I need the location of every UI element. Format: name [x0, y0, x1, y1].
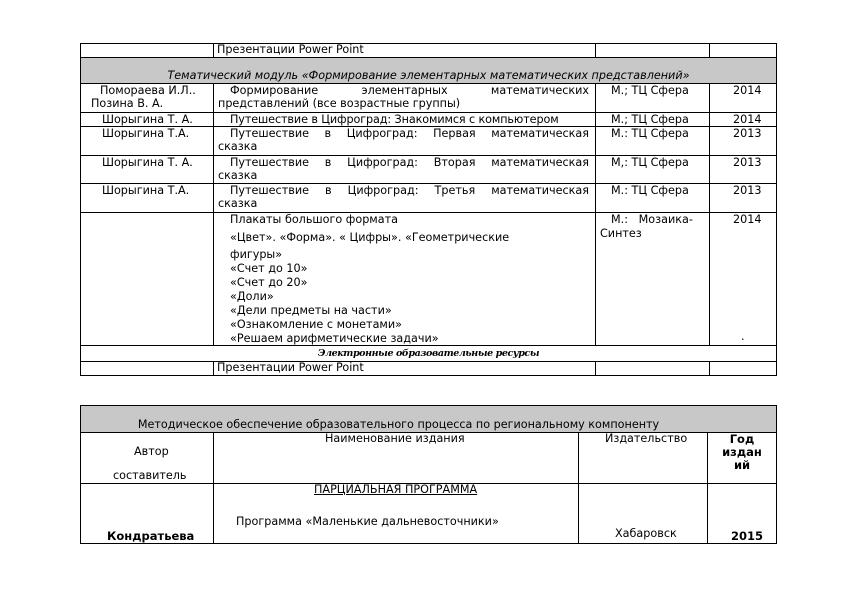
row-year: 2015 [731, 529, 764, 543]
table1-col [709, 83, 710, 345]
poster-line: «Счет до 10» [230, 262, 308, 275]
cell-year: 2013 [733, 156, 762, 169]
cell-publisher: М.; ТЦ Сфера [611, 113, 689, 126]
title-line: Путешествие в Цифроград: Вторая математическая [230, 156, 589, 169]
cell-title: сказка [218, 169, 258, 182]
cell-year-mark: . [741, 330, 745, 343]
cell-publisher: М,: ТЦ Сфера [611, 156, 689, 169]
cell-publisher: М.: ТЦ Сфера [611, 184, 689, 197]
table2-border [776, 405, 777, 544]
cell-title: Презентации Power Point [217, 361, 364, 374]
title-line: Путешествие в Цифроград: Первая математическая [230, 127, 589, 140]
cell-year: 2014 [733, 84, 762, 97]
poster-line: Плакаты большого формата [230, 213, 398, 226]
cell-title [230, 84, 589, 97]
cell-title [230, 184, 589, 197]
table2-title: Методическое обеспечение образовательного процесса по региональному компоненту [137, 418, 660, 431]
title-line: Путешествие в Цифроград: Третья математическая [230, 184, 589, 197]
cell-title: Презентации Power Point [217, 43, 364, 56]
header-year: ий [733, 458, 751, 472]
cell-author: Шорыгина Т. А. [102, 113, 193, 126]
table1-border [80, 43, 81, 376]
table1-col [213, 83, 214, 345]
header-author: составитель [113, 469, 187, 482]
table1-col [595, 361, 596, 375]
cell-publisher: М.: ТЦ Сфера [611, 127, 689, 140]
cell-title: Путешествие в Цифроград: Знакомимся с компьютером [230, 113, 559, 126]
poster-line: фигуры» [230, 248, 283, 261]
header-publisher: Издательство [605, 432, 688, 445]
table2-line [80, 543, 777, 544]
table1-border [776, 43, 777, 376]
table1-line [80, 345, 777, 346]
cell-author: Позина В. А. [91, 97, 164, 110]
poster-line: «Дели предметы на части» [230, 304, 392, 317]
module-header: Тематический модуль «Формирование элементарных математических представлений» [167, 69, 690, 82]
program-name: Программа «Маленькие дальневосточники» [236, 515, 499, 528]
table1-line [80, 361, 777, 362]
cell-year: 2014 [733, 113, 762, 126]
table2-col [578, 432, 579, 544]
cell-publisher: М.; ТЦ Сфера [611, 84, 689, 97]
table1-col [595, 83, 596, 345]
table1-line [80, 43, 777, 44]
cell-title: сказка [218, 140, 258, 153]
row-publisher: Хабаровск [615, 527, 677, 540]
poster-line: «Доли» [230, 290, 274, 303]
table1-col [595, 43, 596, 57]
cell-title: представлений (все возрастные группы) [218, 97, 461, 110]
cell-year: 2014 [733, 213, 762, 226]
poster-line: «Цвет». «Форма». « Цифры». «Геометрические [230, 231, 510, 244]
table1-col [709, 361, 710, 375]
section-title: ПАРЦИАЛЬНАЯ ПРОГРАММА [314, 483, 478, 496]
e-resources-header: Электронные образовательные ресурсы [317, 348, 540, 359]
header-year: Год [729, 432, 755, 446]
row-author: Кондратьева [107, 529, 195, 543]
poster-line: «Ознакомление с монетами» [230, 318, 402, 331]
table1-col [213, 43, 214, 57]
table2-col [213, 432, 214, 544]
cell-author: Шорыгина Т. А. [102, 156, 193, 169]
cell-title [230, 156, 589, 169]
table1-line [80, 375, 777, 376]
cell-author: Помораева И.Л.. [100, 84, 196, 97]
cell-publisher: М.: Мозаика- [611, 213, 693, 226]
header-name: Наименование издания [325, 432, 465, 445]
cell-author: Шорыгина Т.А. [102, 127, 190, 140]
poster-line: «Счет до 20» [230, 276, 308, 289]
table1-col [709, 43, 710, 57]
cell-title: сказка [218, 197, 258, 210]
table1-line [80, 57, 777, 58]
table1-col [213, 361, 214, 375]
cell-publisher: Синтез [600, 227, 642, 240]
cell-year: 2013 [733, 127, 762, 140]
header-year: издан [722, 445, 762, 459]
table2-line [80, 405, 777, 406]
cell-author: Шорыгина Т.А. [102, 184, 190, 197]
cell-year: 2013 [733, 184, 762, 197]
poster-line: «Решаем арифметические задачи» [230, 332, 439, 345]
cell-title [230, 127, 589, 140]
header-author: Автор [134, 445, 169, 458]
title-line: Формирование элементарных математических [230, 84, 589, 97]
